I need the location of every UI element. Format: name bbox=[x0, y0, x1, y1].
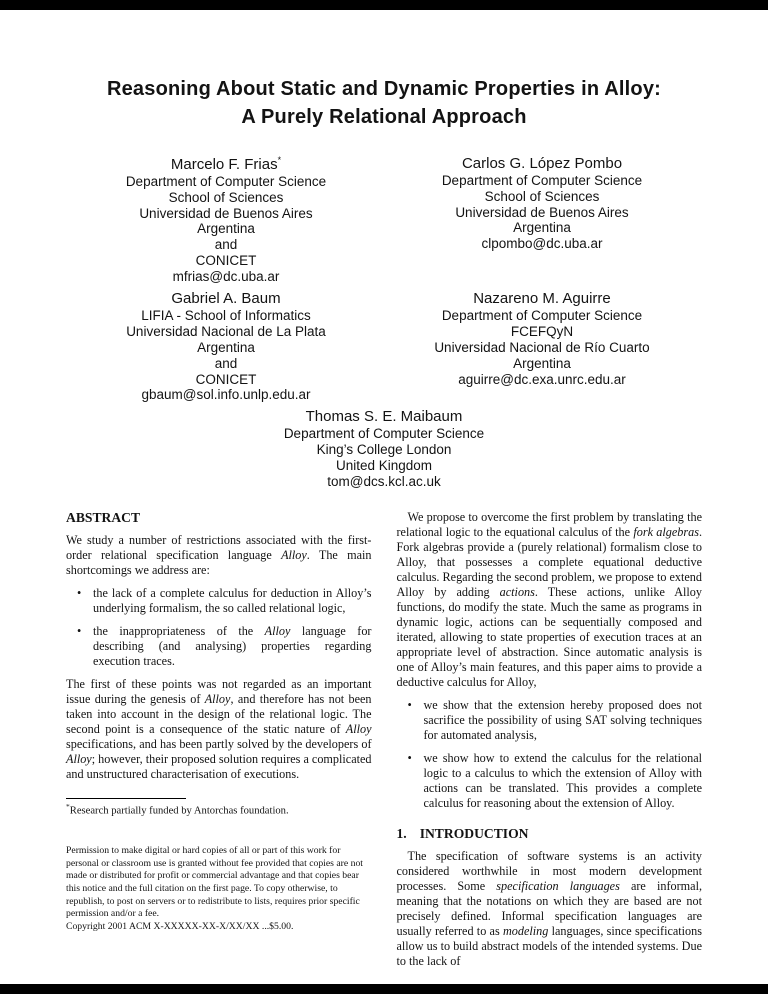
section-title: INTRODUCTION bbox=[419, 825, 529, 841]
paper-page bbox=[0, 10, 768, 969]
bullet-marker: • bbox=[407, 750, 412, 765]
title-line-1: Reasoning About Static and Dynamic Properties in Alloy: bbox=[106, 78, 662, 100]
intro-para-1: The specification of software systems is an activity considered worthwhile in most modern development processes. Some specification languages are informal, meaning that the notations on which they are based are not precisely defined. Informal specification languages are usually referred to as modeling languages, since specifications allow us to build abstract models of the intended systems. Due to the lack of bbox=[396, 849, 702, 969]
paper-title bbox=[66, 75, 702, 131]
right-para-1: We propose to overcome the first problem by translating the relational logic to the equational calculus of the fork algebras. Fork algebras provide a (purely relational) formalism close to Alloy, that possesses a complete equational deductive calculus. Regarding the second problem, we propose to extend Alloy by adding actions. These actions, unlike Alloy functions, do modify the state. Much the same as programs in dynamic logic, actions can be sequentially composed and iterated, allowing to state properties of execution traces at an appropriate level of abstraction. Since automatic analysis is one of Alloy’s main features, and this paper aims to provide a deductive calculus for Alloy, bbox=[396, 509, 702, 689]
section-number: 1. bbox=[396, 825, 407, 841]
author-affiliation-line: gbaum@sol.info.unlp.edu.ar bbox=[141, 387, 311, 403]
copyright-line: Copyright 2001 ACM X-XXXXX-XX-X/XX/XX ...$5.00. bbox=[66, 920, 294, 932]
abstract-para-1: We study a number of restrictions associated with the first-order relational specification language Alloy. The main shortcomings we address are: bbox=[66, 533, 372, 578]
author-affiliation-line: Department of Computer Science bbox=[441, 172, 643, 188]
right-bullet-list bbox=[397, 698, 703, 811]
author-block bbox=[72, 408, 696, 489]
abstract-para-2: The first of these points was not regarded as an important issue during the genesis of Alloy, and therefore has not been taken into account in the design of the relational logic. The second point is a consequence of the static nature of Alloy specifications, and has been partly solved by the developers of Alloy; however, their proposed solution requires a complicated and unstructured characterisation of executions. bbox=[66, 677, 372, 782]
author-affiliation-line: CONICET bbox=[195, 371, 257, 387]
author-affiliation-line: and bbox=[214, 355, 238, 371]
author-affiliation-line: Universidad Nacional de Río Cuarto bbox=[434, 339, 650, 355]
author-affiliation-line: clpombo@dc.uba.ar bbox=[481, 236, 603, 252]
abstract-heading: ABSTRACT bbox=[66, 509, 141, 525]
author-affiliation-line: School of Sciences bbox=[484, 188, 600, 204]
bullet-text: we show that the extension hereby proposed does not sacrifice the possibility of using SAT solving techniques for automated analysis, bbox=[423, 697, 702, 742]
author-affiliation-line: Universidad Nacional de La Plata bbox=[126, 323, 326, 339]
author-affiliation-line: Argentina bbox=[197, 339, 255, 355]
title-line-2: A Purely Relational Approach bbox=[241, 106, 527, 128]
bullet-marker: • bbox=[407, 697, 412, 712]
author-affiliation-line: aguirre@dc.exa.unrc.edu.ar bbox=[458, 371, 626, 387]
author-affiliation-line: LIFIA - School of Informatics bbox=[141, 307, 311, 323]
bullet-text: the inappropriateness of the Alloy language for describing (and analysing) properties regarding execution traces. bbox=[93, 624, 372, 669]
author-footnote-mark: * bbox=[277, 155, 282, 165]
author-affiliation-line: tom@dcs.kcl.ac.uk bbox=[327, 473, 441, 489]
right-column bbox=[397, 510, 703, 970]
footnote-rule bbox=[66, 798, 186, 799]
author-affiliation-line: mfrias@dc.uba.ar bbox=[172, 269, 280, 285]
introduction-heading bbox=[397, 826, 703, 843]
author-affiliation-line: Department of Computer Science bbox=[125, 173, 327, 189]
left-column bbox=[66, 510, 372, 970]
author-name: Marcelo F. Frias* bbox=[170, 155, 282, 173]
author-block bbox=[72, 155, 380, 285]
author-block bbox=[388, 155, 696, 252]
body-columns bbox=[66, 510, 702, 970]
author-name: Thomas S. E. Maibaum bbox=[305, 408, 463, 426]
list-item bbox=[397, 698, 703, 743]
author-affiliation-line: Department of Computer Science bbox=[283, 426, 485, 442]
author-affiliation-line: Argentina bbox=[197, 221, 255, 237]
permission-block bbox=[66, 845, 372, 933]
bullet-marker: • bbox=[77, 624, 82, 639]
footnote bbox=[66, 802, 372, 818]
author-affiliation-line: Department of Computer Science bbox=[441, 307, 643, 323]
list-item bbox=[66, 624, 372, 669]
bullet-marker: • bbox=[77, 586, 82, 601]
list-item bbox=[397, 751, 703, 811]
author-affiliation-line: CONICET bbox=[195, 253, 257, 269]
author-affiliation-line: Argentina bbox=[513, 355, 571, 371]
scan-edge-top bbox=[0, 0, 768, 10]
author-name: Gabriel A. Baum bbox=[171, 290, 281, 308]
footnote-text: Research partially funded by Antorchas foundation. bbox=[69, 805, 289, 817]
author-affiliation-line: Universidad de Buenos Aires bbox=[455, 204, 629, 220]
author-affiliation-line: School of Sciences bbox=[168, 189, 284, 205]
author-name: Carlos G. López Pombo bbox=[461, 155, 623, 172]
author-grid bbox=[72, 155, 696, 490]
author-affiliation-line: Universidad de Buenos Aires bbox=[139, 205, 313, 221]
author-affiliation-line: King’s College London bbox=[316, 441, 452, 457]
author-affiliation-line: United Kingdom bbox=[335, 457, 433, 473]
author-block bbox=[388, 290, 696, 387]
list-item bbox=[66, 586, 372, 616]
author-block bbox=[72, 290, 380, 403]
author-affiliation-line: FCEFQyN bbox=[510, 323, 574, 339]
author-name: Nazareno M. Aguirre bbox=[473, 290, 611, 308]
bullet-text: we show how to extend the calculus for the relational logic to a calculus to which the extension of Alloy with actions can be translated. This provides a complete calculus for reasoning about the extension of Alloy. bbox=[423, 750, 702, 810]
footnote-mark: * bbox=[66, 802, 70, 812]
permission-text: Permission to make digital or hard copies of all or part of this work for personal or classroom use is granted without fee provided that copies are not made or distributed for profit or commercial advantage and that copies bear this notice and the full citation on the first page. To copy otherwise, to republish, to post on servers or to redistribute to lists, requires prior specific permission and/or a fee. bbox=[66, 845, 363, 920]
author-affiliation-line: and bbox=[214, 237, 238, 253]
scan-edge-bottom bbox=[0, 984, 768, 994]
bullet-text: the lack of a complete calculus for deduction in Alloy’s underlying formalism, the so called relational logic, bbox=[93, 586, 372, 616]
author-affiliation-line: Argentina bbox=[513, 220, 571, 236]
abstract-bullet-list bbox=[66, 586, 372, 669]
